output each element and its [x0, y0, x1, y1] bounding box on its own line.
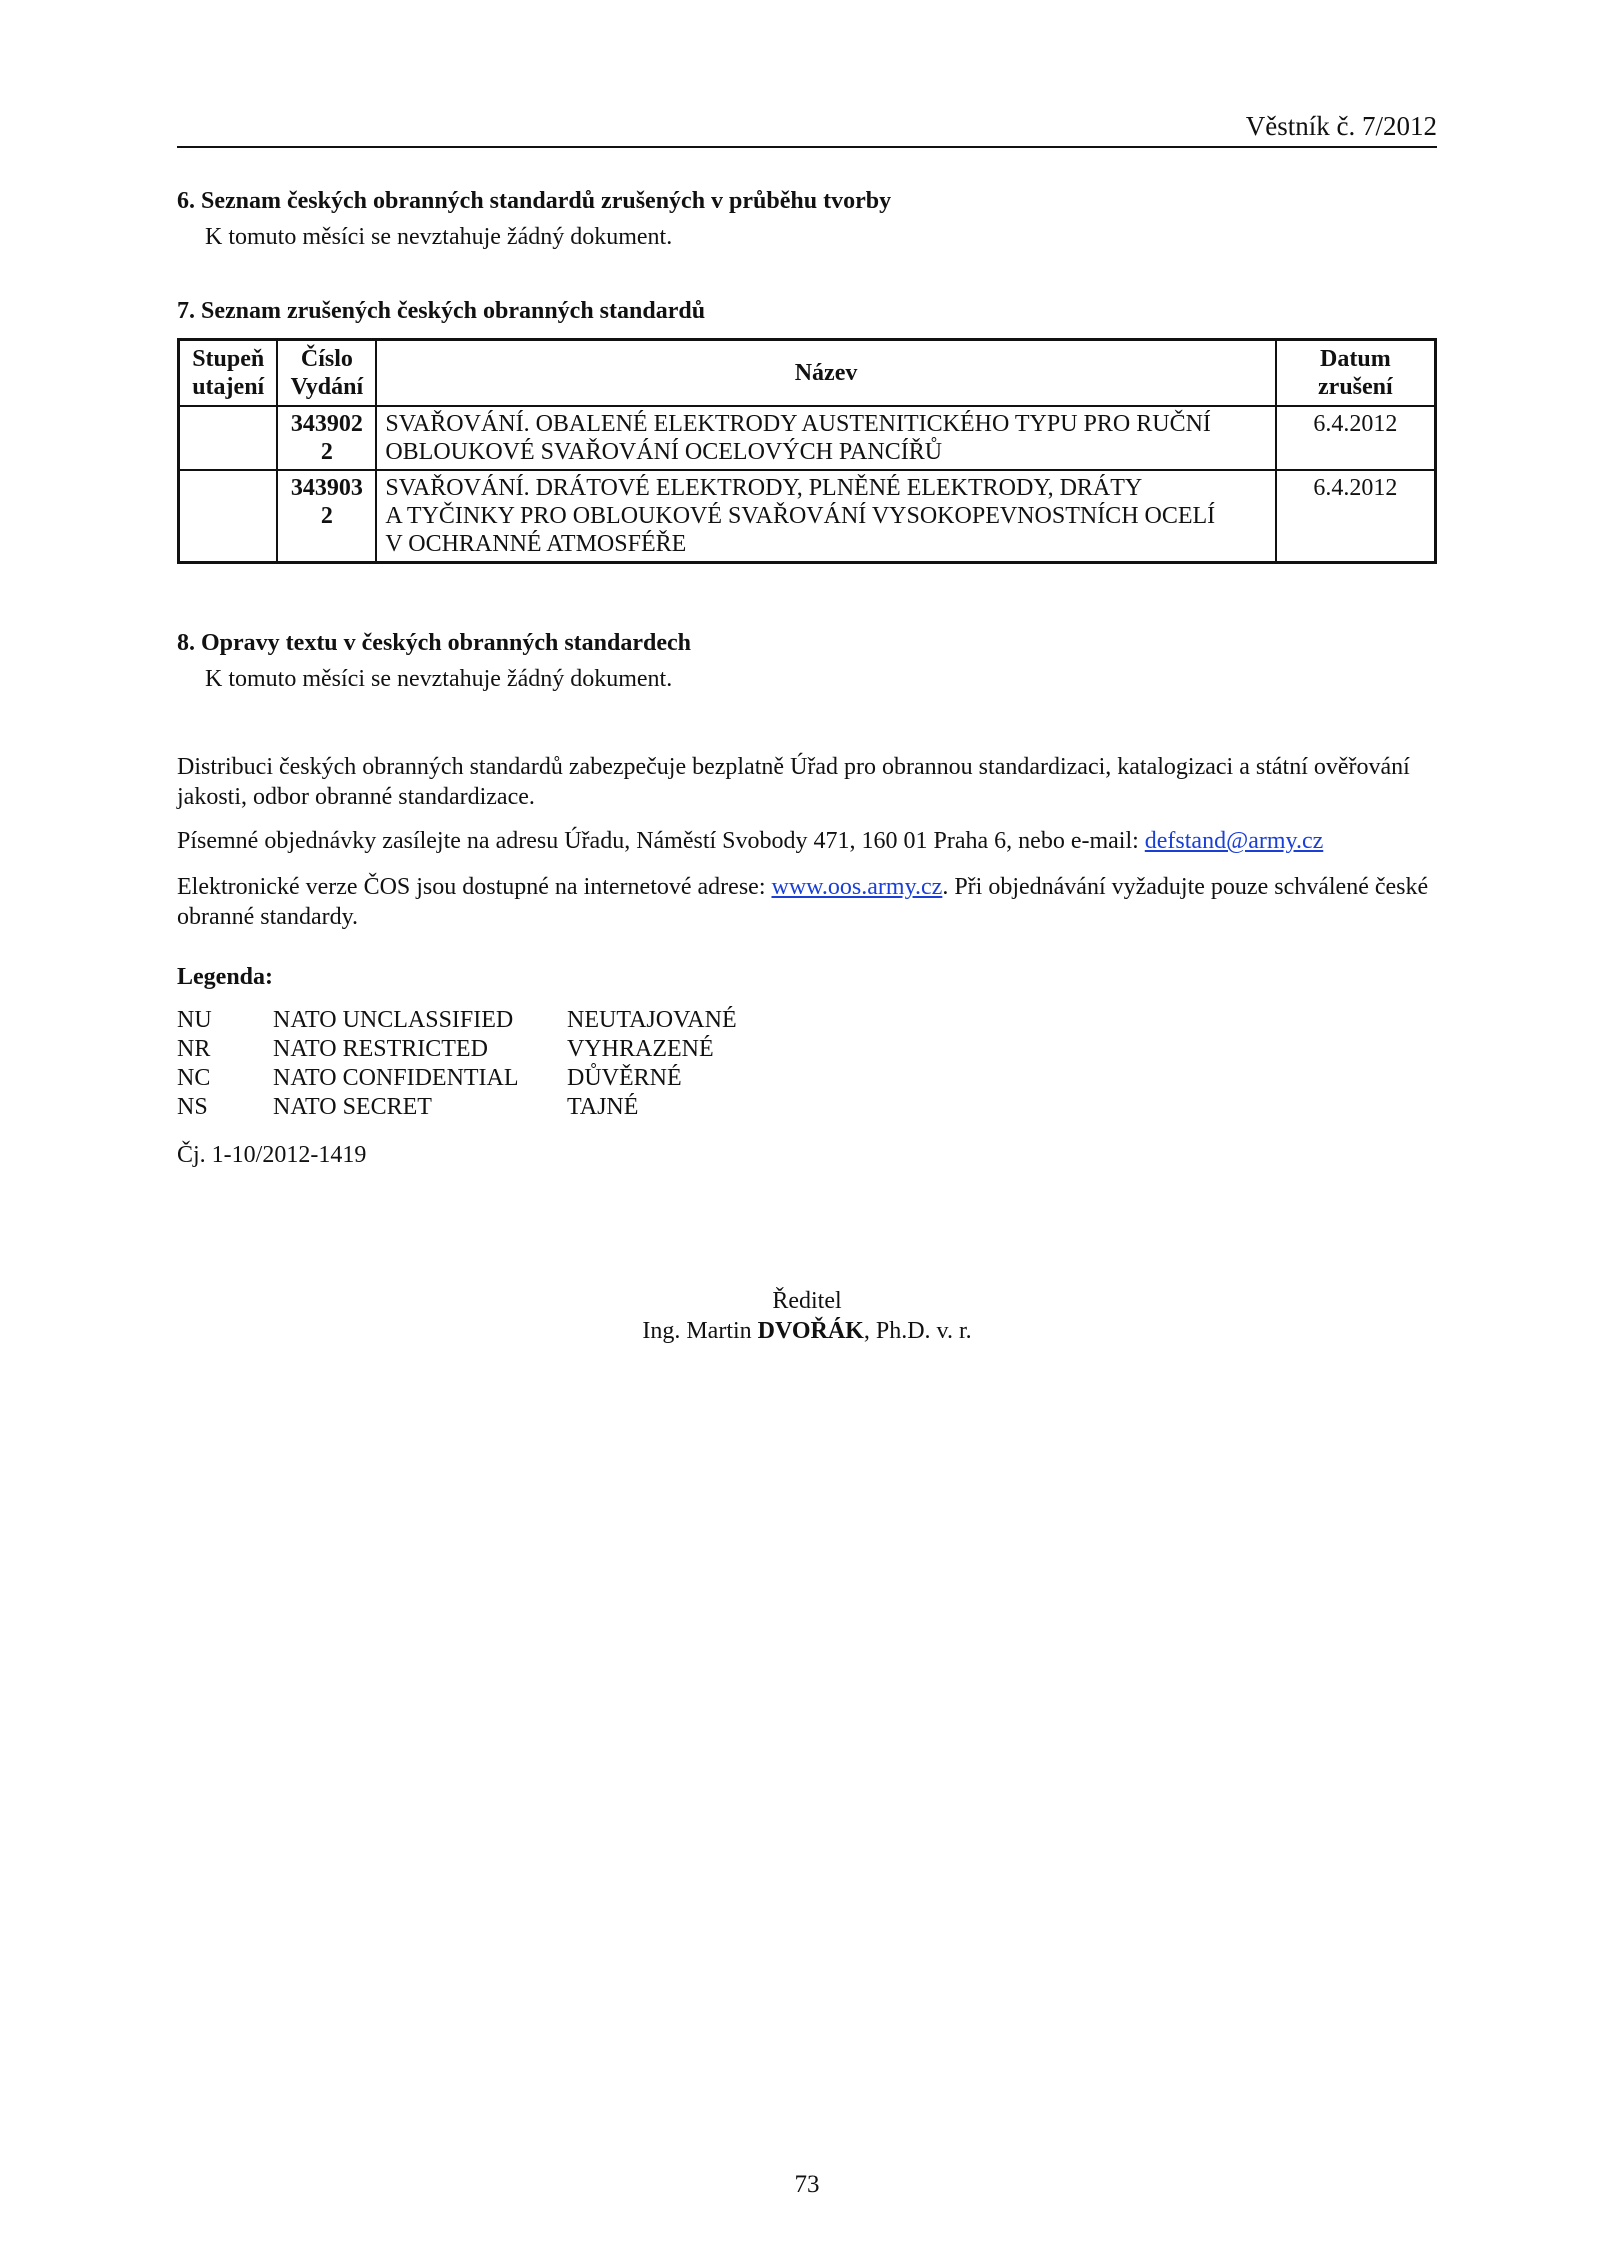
orders-paragraph: Písemné objednávky zasílejte na adresu Úřadu, Náměstí Svobody 471, 160 01 Praha 6, nebo e-mail: defstand@army.cz: [177, 828, 1324, 854]
header-cancellation-date: Datum zrušení: [1276, 340, 1436, 407]
legend-row: [177, 1093, 1077, 1122]
legend-title: Legenda:: [177, 964, 273, 990]
cancelled-standards-table: [177, 338, 1437, 564]
bulletin-header: Věstník č. 7/2012: [1245, 111, 1437, 141]
table-header-row: [179, 340, 1436, 407]
email-link[interactable]: defstand@army.cz: [1144, 828, 1324, 854]
signature-name: Ing. Martin DVOŘÁK, Ph.D. v. r.: [642, 1318, 972, 1344]
legend-code: NR: [177, 1036, 211, 1062]
legend-code: NS: [177, 1094, 208, 1120]
legend-english: NATO CONFIDENTIAL: [273, 1065, 519, 1091]
section-8-note: K tomuto měsíci se nevztahuje žádný dokument.: [205, 666, 673, 692]
legend-czech: VYHRAZENÉ: [567, 1036, 714, 1062]
row-number-edition: 343902 2: [277, 406, 376, 470]
legend-english: NATO UNCLASSIFIED: [273, 1007, 514, 1033]
legend-row: [177, 1006, 1077, 1035]
row-title: SVAŘOVÁNÍ. DRÁTOVÉ ELEKTRODY, PLNĚNÉ ELEKTRODY, DRÁTY A TYČINKY PRO OBLOUKOVÉ SVAŘOVÁNÍ VYSOKOPEVNOSTNÍCH OCELÍ V OCHRANNÉ ATMOSFÉŘE: [376, 470, 1275, 563]
section-6-heading: 6. Seznam českých obranných standardů zrušených v průběhu tvorby: [177, 188, 892, 214]
header-rule: [177, 146, 1437, 148]
legend-english: NATO RESTRICTED: [273, 1036, 488, 1062]
section-7-heading: 7. Seznam zrušených českých obranných standardů: [177, 298, 706, 324]
header-classification-level: Stupeň utajení: [179, 340, 278, 407]
section-6-note: K tomuto měsíci se nevztahuje žádný dokument.: [205, 224, 673, 250]
row-title: SVAŘOVÁNÍ. OBALENÉ ELEKTRODY AUSTENITICKÉHO TYPU PRO RUČNÍ OBLOUKOVÉ SVAŘOVÁNÍ OCELOVÝCH PANCÍŘŮ: [376, 406, 1275, 470]
header-number-edition: Číslo Vydání: [277, 340, 376, 407]
row-classification-level: [179, 406, 278, 470]
legend-row: [177, 1064, 1077, 1093]
header-title: Název: [376, 340, 1275, 407]
legend-czech: DŮVĚRNÉ: [567, 1065, 682, 1091]
legend-czech: TAJNÉ: [567, 1094, 639, 1120]
legend-czech: NEUTAJOVANÉ: [567, 1007, 737, 1033]
legend-english: NATO SECRET: [273, 1094, 432, 1120]
page-number: 73: [794, 2171, 820, 2198]
distribution-paragraph: Distribuci českých obranných standardů zabezpečuje bezplatně Úřad pro obrannou standardizaci, katalogizaci a státní ověřování jakosti, odbor obranné standardizace.: [177, 754, 1410, 810]
electronic-versions-paragraph: Elektronické verze ČOS jsou dostupné na internetové adrese: www.oos.army.cz. Při objednávání vyžadujte pouze schválené české obranné standardy.: [177, 874, 1429, 930]
signature-title: Ředitel: [772, 1288, 842, 1314]
table-row: [179, 470, 1436, 563]
row-classification-level: [179, 470, 278, 563]
section-8-heading: 8. Opravy textu v českých obranných standardech: [177, 630, 692, 656]
row-number-edition: 343903 2: [277, 470, 376, 563]
row-cancellation-date: 6.4.2012: [1276, 470, 1436, 563]
legend-code: NU: [177, 1007, 212, 1033]
row-cancellation-date: 6.4.2012: [1276, 406, 1436, 470]
table-row: [179, 406, 1436, 470]
legend-row: [177, 1035, 1077, 1064]
website-link[interactable]: www.oos.army.cz: [771, 874, 943, 900]
legend-code: NC: [177, 1065, 211, 1091]
reference-number: Čj. 1-10/2012-1419: [177, 1142, 367, 1168]
